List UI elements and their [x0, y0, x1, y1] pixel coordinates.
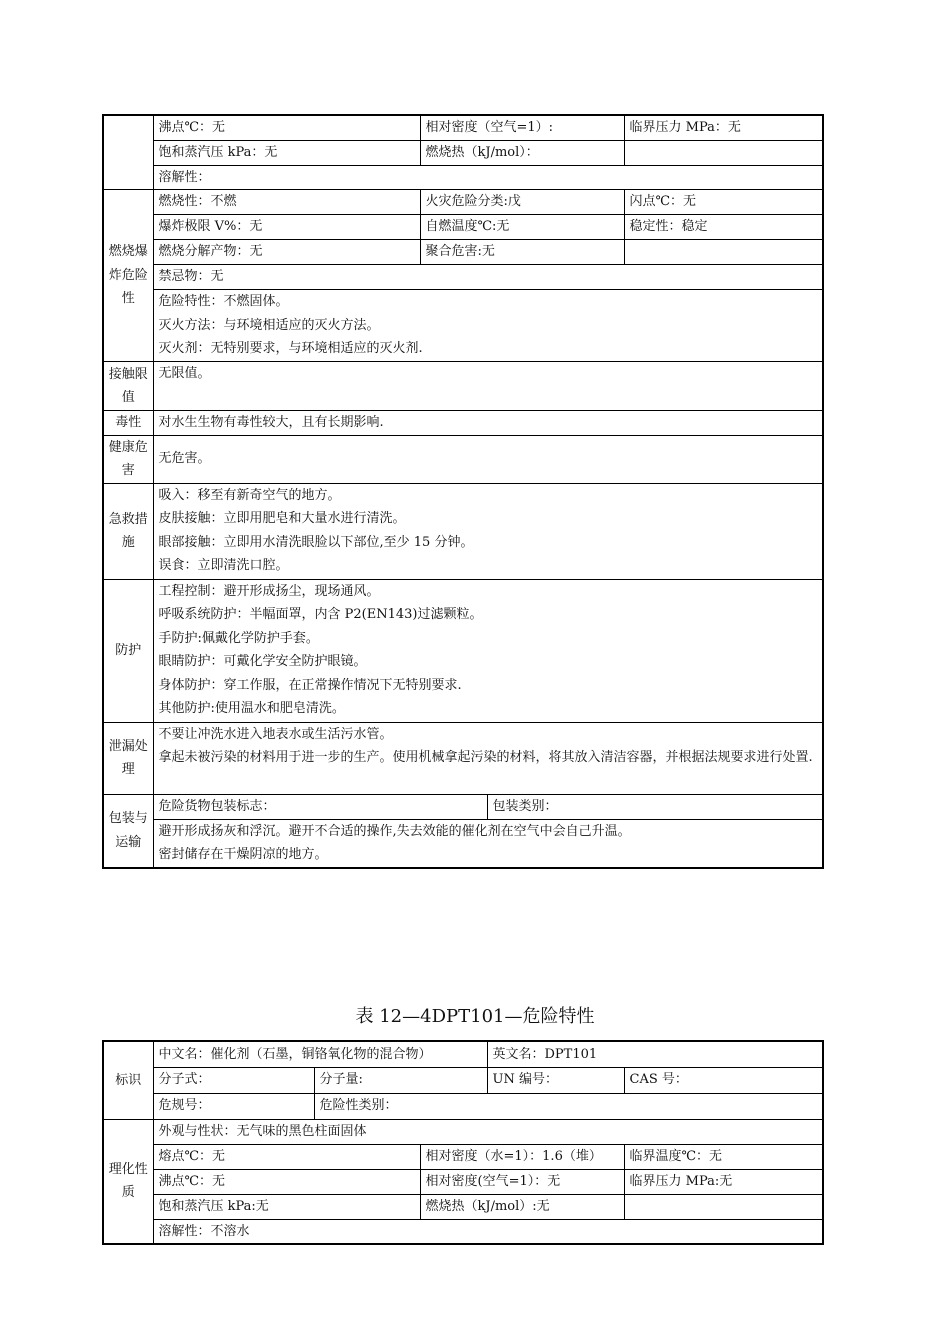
spill-handling-text: [153, 722, 823, 794]
empty-cell: [624, 140, 823, 165]
toxicity-text: 对水生生物有毒性较大，且有长期影响.: [153, 411, 823, 436]
category-protection: 防护: [103, 579, 153, 722]
appearance: 外观与性状：无气味的黑色柱面固体: [153, 1119, 823, 1144]
relative-density-air: 相对密度(空气=1）：无: [420, 1169, 624, 1194]
relative-density-water: 相对密度（水=1）：1.6（堆）: [420, 1144, 624, 1169]
explosion-limit: 爆炸极限 V%：无: [153, 215, 420, 240]
solubility: 溶解性：: [153, 165, 823, 190]
protection-line: 工程控制：避开形成扬尘，现场通风。: [158, 583, 380, 599]
empty-cell: [624, 240, 823, 265]
chinese-name: 中文名：催化剂（石墨，铜铬氧化物的混合物）: [153, 1041, 487, 1067]
category-physical-chemical: 理化性质: [103, 1119, 153, 1244]
fire-hazard-line: 危险特性：不燃固体。: [158, 294, 289, 309]
heat-of-combustion: 燃烧热（kJ/mol）：: [420, 140, 624, 165]
category-spill-handling: 泄漏处理: [103, 722, 153, 794]
fire-hazard-line: 灭火方法：与环境相适应的灭火方法。: [158, 317, 380, 333]
hazard-category: 危险性类别：: [314, 1093, 823, 1119]
boiling-point: 沸点℃：无: [153, 115, 420, 140]
molecular-formula: 分子式：: [153, 1067, 314, 1093]
category-toxicity: 毒性: [103, 411, 153, 436]
protection-line: 呼吸系统防护：半幅面罩，内含 P2(EN143)过滤颗粒。: [158, 607, 483, 622]
flammability: 燃烧性：不燃: [153, 190, 420, 215]
category-exposure-limit: 接触限值: [103, 362, 153, 411]
table-caption: 表 12—4DPT101—危险特性: [355, 1006, 595, 1027]
first-aid-text: [153, 483, 823, 579]
critical-pressure: 临界压力 MPa：无: [624, 115, 823, 140]
category-first-aid: 急救措施: [103, 483, 153, 579]
saturated-vapor-pressure: 饱和蒸汽压 kPa：无: [153, 140, 420, 165]
packaging-text: [153, 819, 823, 868]
category-blank: [103, 115, 153, 190]
first-aid-line: 误食：立即清洗口腔。: [158, 558, 289, 573]
critical-temperature: 临界温度℃：无: [624, 1144, 823, 1169]
boiling-point: 沸点℃：无: [153, 1169, 420, 1194]
melting-point: 熔点℃：无: [153, 1144, 420, 1169]
spill-line: 拿起未被污染的材料用于进一步的生产。使用机械拿起污染的材料，将其放入清洁容器，并根据法规要求进行处置.: [158, 750, 813, 765]
package-class: 包装类别：: [487, 794, 823, 819]
protection-text: [153, 579, 823, 722]
flash-point: 闪点℃：无: [624, 190, 823, 215]
relative-density-air: 相对密度（空气=1）:: [420, 115, 624, 140]
category-packaging-transport: 包装与运输: [103, 794, 153, 868]
packaging-line: 密封储存在干燥阴凉的地方。: [158, 847, 328, 862]
protection-line: 其他防护:使用温水和肥皂清洗。: [158, 701, 345, 716]
empty-cell: [624, 1194, 823, 1219]
packaging-line: 避开形成扬灰和浮沉。避开不合适的操作,失去效能的催化剂在空气中会自己升温。: [158, 823, 631, 839]
incompatibles: 禁忌物：无: [153, 265, 823, 290]
category-fire-explosion: 燃烧爆炸危险性: [103, 190, 153, 362]
exposure-limit-text: 无限值。: [153, 362, 823, 411]
stability: 稳定性：稳定: [624, 215, 823, 240]
health-hazard-text: 无危害。: [153, 435, 823, 483]
protection-line: 身体防护：穿工作服，在正常操作情况下无特别要求.: [158, 677, 462, 693]
critical-pressure: 临界压力 MPa:无: [624, 1169, 823, 1194]
fire-hazard-notes: [153, 290, 823, 362]
category-health-hazard: 健康危害: [103, 435, 153, 483]
fire-hazard-line: 灭火剂：无特别要求，与环境相适应的灭火剂.: [158, 341, 423, 356]
polymerization-hazard: 聚合危害:无: [420, 240, 624, 265]
heat-of-combustion: 燃烧热（kJ/mol）:无: [420, 1194, 624, 1219]
autoignition-temp: 自燃温度℃:无: [420, 215, 624, 240]
molecular-weight: 分子量:: [314, 1067, 487, 1093]
protection-line: 手防护:佩戴化学防护手套。: [158, 630, 319, 646]
category-identification: 标识: [103, 1041, 153, 1119]
first-aid-line: 眼部接触：立即用水清洗眼脸以下部位,至少 15 分钟。: [158, 534, 474, 550]
first-aid-line: 皮肤接触：立即用肥皂和大量水进行清洗。: [158, 511, 406, 526]
dpt101-hazard-table: [102, 1040, 824, 1245]
fire-hazard-class: 火灾危险分类:戊: [420, 190, 624, 215]
first-aid-line: 吸入：移至有新奇空气的地方。: [158, 487, 341, 503]
solubility: 溶解性：不溶水: [153, 1219, 823, 1244]
hazard-properties-table-continued: [102, 114, 824, 869]
decomposition-products: 燃烧分解产物：无: [153, 240, 420, 265]
dangerous-goods-number: 危规号：: [153, 1093, 314, 1119]
hazard-package-label: 危险货物包装标志：: [153, 794, 487, 819]
protection-line: 眼睛防护：可戴化学安全防护眼镜。: [158, 654, 367, 669]
saturated-vapor-pressure: 饱和蒸汽压 kPa:无: [153, 1194, 420, 1219]
spill-line: 不要让冲洗水进入地表水或生活污水管。: [158, 726, 393, 742]
english-name: 英文名：DPT101: [487, 1041, 823, 1067]
un-number: UN 编号：: [487, 1067, 624, 1093]
cas-number: CAS 号：: [624, 1067, 823, 1093]
